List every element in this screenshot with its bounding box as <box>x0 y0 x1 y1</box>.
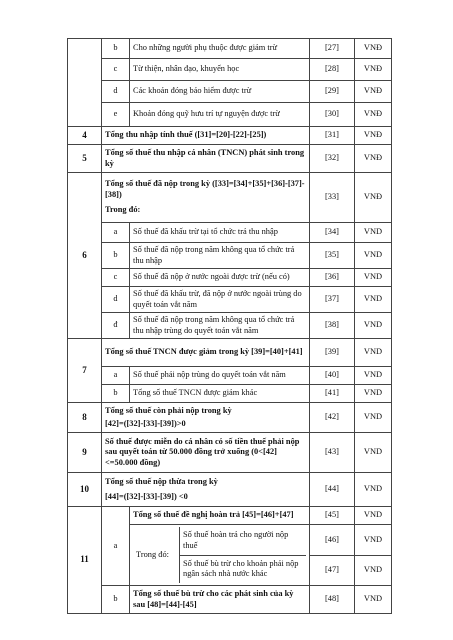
table-row <box>68 385 392 403</box>
unit-label: VND <box>355 525 392 556</box>
unit-label: VND <box>355 313 392 339</box>
item-number: 10 <box>68 473 102 507</box>
row-description: Tổng số thuế bù trừ cho các phát sinh của kỳ sau [48]=[44]-[45] <box>130 586 310 614</box>
unit-label: VNĐ <box>355 145 392 173</box>
row-description: Tổng số thuế thu nhập cá nhân (TNCN) phát sinh trong kỳ <box>102 145 310 173</box>
field-code: [38] <box>310 313 355 339</box>
row-description: Số thuế hoàn trả cho người nộp thuế <box>180 527 307 555</box>
row-description: Tổng số thuế TNCN được giảm trong kỳ [39]=[40]+[41] <box>102 339 310 367</box>
field-code: [44] <box>310 473 355 507</box>
row-description-formula: Tổng số thuế đã nộp trong kỳ ([33]=[34]+[35]+[36]-[37]-[38]) <box>105 179 305 199</box>
field-code: [45] <box>310 507 355 525</box>
nested-breakdown-table <box>133 527 306 583</box>
sub-index: b <box>102 243 130 269</box>
sub-index: a <box>102 223 130 243</box>
row-description-title: Tổng số thuế còn phải nộp trong kỳ <box>105 405 232 415</box>
field-code: [33] <box>310 173 355 223</box>
row-description: Khoản đóng quỹ hưu trí tự nguyện được trừ <box>130 103 310 127</box>
nested-breakdown-cell <box>130 525 310 586</box>
row-description: Các khoản đóng bảo hiểm được trừ <box>130 81 310 103</box>
row-description: Số thuế đã khấu trừ, đã nộp ở nước ngoài trùng do quyết toán vắt năm <box>130 287 310 313</box>
item-number: 9 <box>68 433 102 473</box>
unit-label: VNĐ <box>355 103 392 127</box>
table-row <box>68 367 392 385</box>
unit-label: VND <box>355 367 392 385</box>
field-code: [48] <box>310 586 355 614</box>
field-code: [29] <box>310 81 355 103</box>
table-row <box>68 287 392 313</box>
unit-label: VND <box>355 586 392 614</box>
field-code: [37] <box>310 287 355 313</box>
table-row <box>68 173 392 223</box>
row-description: Số thuế phải nộp trùng do quyết toán vắt năm <box>130 367 310 385</box>
table-row <box>68 473 392 507</box>
unit-label: VND <box>355 287 392 313</box>
sub-index: b <box>102 385 130 403</box>
unit-label: VND <box>355 385 392 403</box>
unit-label: VNĐ <box>355 81 392 103</box>
row-description: Số thuế được miễn do cá nhân có số tiền thuế phải nộp sau quyết toán từ 50.000 đồng trở xuống (0<[42]<=50.000 đồng) <box>102 433 310 473</box>
row-description-formula: [42]=([32]-[33]-[39])>0 <box>105 419 186 428</box>
table-row <box>133 527 306 555</box>
unit-label: VNĐ <box>355 173 392 223</box>
table-row <box>68 586 392 614</box>
table-row <box>68 339 392 367</box>
unit-label: VND <box>355 269 392 287</box>
item-number: 7 <box>68 339 102 403</box>
sub-index: e <box>102 103 130 127</box>
unit-label: VNĐ <box>355 39 392 59</box>
unit-label: VNĐ <box>355 127 392 145</box>
field-code: [30] <box>310 103 355 127</box>
unit-label: VND <box>355 339 392 367</box>
sub-index: đ <box>102 313 130 339</box>
item-number: 4 <box>68 127 102 145</box>
item-number: 6 <box>68 173 102 339</box>
field-code: [39] <box>310 339 355 367</box>
table-row <box>68 433 392 473</box>
unit-label: VND <box>355 403 392 433</box>
field-code: [40] <box>310 367 355 385</box>
breakdown-label: Trong đó: <box>133 527 180 583</box>
field-code: [31] <box>310 127 355 145</box>
row-description: Từ thiện, nhân đạo, khuyến học <box>130 59 310 81</box>
field-code: [27] <box>310 39 355 59</box>
table-row <box>68 223 392 243</box>
table-row <box>68 103 392 127</box>
row-description <box>102 473 310 507</box>
item-number: 8 <box>68 403 102 433</box>
row-description <box>102 403 310 433</box>
field-code: [41] <box>310 385 355 403</box>
row-description: Cho những người phụ thuộc được giảm trừ <box>130 39 310 59</box>
field-code: [47] <box>310 555 355 586</box>
sub-index: d <box>102 287 130 313</box>
unit-label: VND <box>355 243 392 269</box>
table-row <box>68 81 392 103</box>
table-row <box>68 507 392 525</box>
row-description: Tổng thu nhập tính thuế ([31]=[20]-[22]-[25]) <box>102 127 310 145</box>
row-description: Tổng số thuế đề nghị hoàn trả [45]=[46]+[47] <box>130 507 310 525</box>
field-code: [34] <box>310 223 355 243</box>
sub-index: b <box>102 586 130 614</box>
row-description <box>102 173 310 223</box>
item-number-cell <box>68 39 102 127</box>
row-description-formula: [44]=([32]-[33]-[39]) <0 <box>105 492 188 501</box>
field-code: [43] <box>310 433 355 473</box>
table-row <box>68 59 392 81</box>
sub-index: c <box>102 269 130 287</box>
table-row <box>68 39 392 59</box>
item-number: 11 <box>68 507 102 614</box>
field-code: [36] <box>310 269 355 287</box>
unit-label: VND <box>355 555 392 586</box>
unit-label: VND <box>355 433 392 473</box>
field-code: [32] <box>310 145 355 173</box>
sub-index: b <box>102 39 130 59</box>
row-description-note: Trong đó: <box>105 205 141 215</box>
unit-label: VND <box>355 507 392 525</box>
field-code: [28] <box>310 59 355 81</box>
row-description: Số thuế bù trừ cho khoản phải nộp ngân sách nhà nước khác <box>180 555 307 583</box>
table-row <box>68 403 392 433</box>
field-code: [42] <box>310 403 355 433</box>
row-description: Số thuế đã nộp ở nước ngoài được trừ (nếu có) <box>130 269 310 287</box>
table-row <box>68 269 392 287</box>
row-description-title: Tổng số thuế nộp thừa trong kỳ <box>105 476 218 486</box>
sub-index: d <box>102 81 130 103</box>
unit-label: VND <box>355 473 392 507</box>
tax-declaration-table <box>67 38 392 614</box>
unit-label: VND <box>355 223 392 243</box>
sub-index: c <box>102 59 130 81</box>
unit-label: VNĐ <box>355 59 392 81</box>
row-description: Số thuế đã khấu trừ tại tổ chức trả thu nhập <box>130 223 310 243</box>
field-code: [35] <box>310 243 355 269</box>
table-row <box>68 313 392 339</box>
row-description: Tổng số thuế TNCN được giảm khác <box>130 385 310 403</box>
row-description: Số thuế đã nộp trong năm không qua tổ chức trả thu nhập trùng do quyết toán vắt năm <box>130 313 310 339</box>
table-row <box>68 145 392 173</box>
table-row <box>68 127 392 145</box>
item-number: 5 <box>68 145 102 173</box>
row-description: Số thuế đã nộp trong năm không qua tổ chức trả thu nhập <box>130 243 310 269</box>
sub-index: a <box>102 367 130 385</box>
table-row <box>68 243 392 269</box>
field-code: [46] <box>310 525 355 556</box>
sub-index: a <box>102 507 130 586</box>
